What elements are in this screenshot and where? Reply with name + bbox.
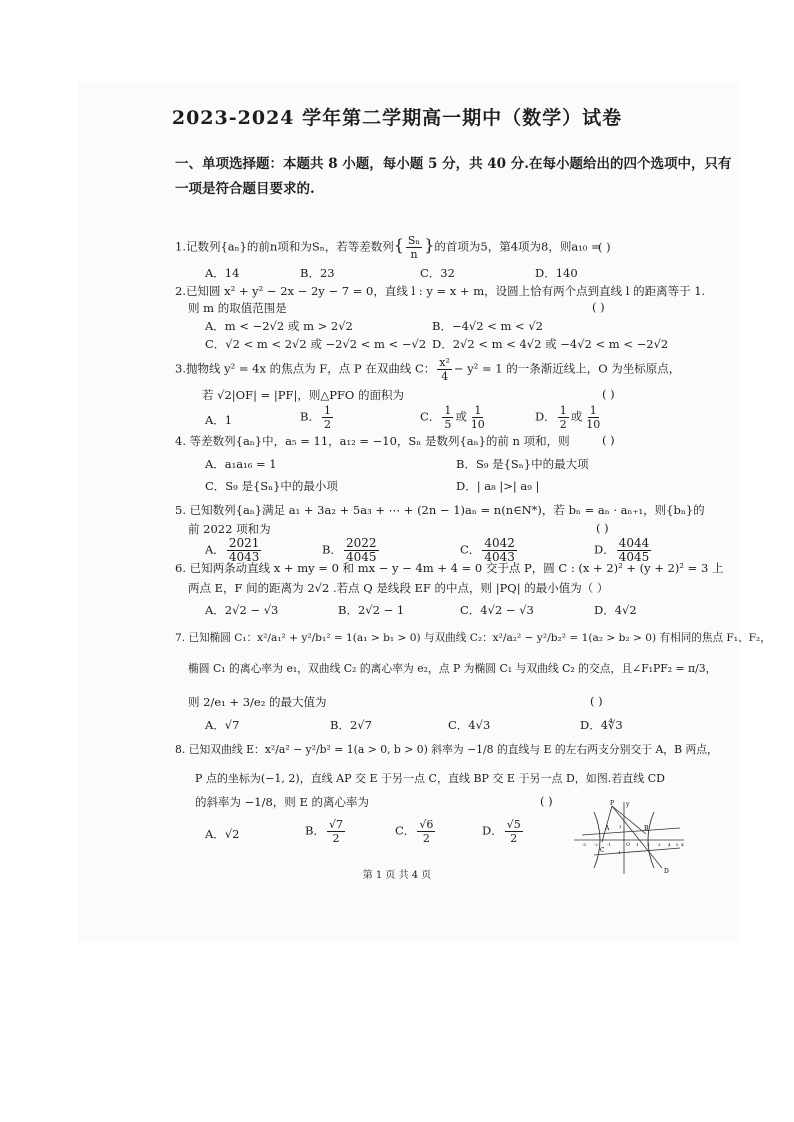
figure-tick-neg3: -3 bbox=[582, 842, 586, 847]
q8-answer-paren: ( ) bbox=[540, 794, 553, 808]
q5-answer-paren: ( ) bbox=[596, 521, 609, 535]
q8-option-d: D． $\frac{√5}{2}$ bbox=[482, 818, 521, 845]
figure-tick-neg1: -1 bbox=[607, 842, 611, 847]
q1-option-a: A．14 bbox=[205, 266, 240, 280]
q5-option-b: B． $\frac{2022}{4045}$ bbox=[322, 536, 377, 564]
question-1: 1.记数列{aₙ}的前n项和为Sₙ，若等差数列{ $\frac{\text{Sₙ}}{n}$ }的首项为5，第4项为8，则a₁₀ = bbox=[175, 234, 601, 261]
q1-option-b: B．23 bbox=[300, 266, 335, 280]
figure-label-y: y bbox=[626, 801, 630, 808]
figure-label-x: x bbox=[681, 842, 684, 848]
q1-fraction: $\frac{\text{Sₙ}}{n}$ bbox=[407, 234, 421, 261]
q5-option-a: A． $\frac{2021}{4043}$ bbox=[205, 536, 260, 564]
q7-answer-paren: ( ) bbox=[590, 694, 603, 708]
figure-tick-2: 2 bbox=[647, 842, 650, 847]
figure-tick-4: 4 bbox=[668, 842, 671, 847]
figure-tick-y1: 1 bbox=[619, 824, 622, 829]
q7-option-c: C．4√3 bbox=[448, 718, 491, 732]
figure-line-ap bbox=[602, 806, 612, 842]
q5-stem-2: 前 2022 项和为 bbox=[188, 522, 271, 536]
q3-stem-2: 若 √2|OF| = |PF|，则△PFO 的面积为 bbox=[202, 388, 405, 402]
figure-line-pb bbox=[612, 806, 646, 834]
figure-label-b: B bbox=[644, 825, 649, 832]
q8-option-a: A．√2 bbox=[205, 827, 240, 841]
q2-option-c: C．√2 < m < 2√2 或 −2√2 < m < −√2 bbox=[205, 337, 427, 351]
question-7: 7. 已知椭圆 C₁：x²/a₁² + y²/b₁² = 1(a₁ > b₁ > 0) 与双曲线 C₂：x²/a₂² − y²/b₂² = 1(a₂ > b₂ > 0) 有相同的焦点 F₁、F₂， bbox=[175, 632, 771, 644]
figure-label-o: O bbox=[626, 842, 631, 848]
q7-option-a: A．√7 bbox=[205, 718, 240, 732]
question-3 bbox=[175, 356, 680, 383]
q5-option-d: D． $\frac{4044}{4045}$ bbox=[594, 536, 650, 564]
q8-stem-2: P 点的坐标为(−1, 2)，直线 AP 交 E 于另一点 C，直线 BP 交 E 于另一点 D，如图.若直线 CD bbox=[195, 772, 666, 785]
q7-option-d: D．4∜3 bbox=[580, 718, 623, 732]
page-footer: 第 1 页 共 4 页 bbox=[362, 870, 432, 881]
q7-stem-3: 则 2/e₁ + 3/e₂ 的最大值为 bbox=[188, 695, 327, 709]
figure-tick-5: 5 bbox=[676, 842, 679, 847]
figure-tick-1: 1 bbox=[636, 842, 639, 847]
q1-answer-paren: ( ) bbox=[598, 240, 611, 254]
figure-tick-neg2: -2 bbox=[594, 842, 598, 847]
figure-line-cd bbox=[594, 848, 680, 855]
q2-stem-2: 则 m 的取值范围是 bbox=[188, 301, 287, 315]
q1-stem-a: 1.记数列{aₙ}的前n项和为Sₙ，若等差数列 bbox=[175, 239, 394, 254]
q7-option-b: B．2√7 bbox=[330, 718, 372, 732]
q3-stem-b: − y² = 1 的一条渐近线上，O 为坐标原点， bbox=[453, 361, 681, 376]
q6-stem-2: 两点 E，F 间的距离为 2√2 .若点 Q 是线段 EF 的中点，则 |PQ| 的最小值为（ ） bbox=[188, 581, 609, 595]
question-5: 5. 已知数列{aₙ}满足 a₁ + 3a₂ + 5a₃ + ⋯ + (2n − 1)aₙ = n(n∈N*)，若 bₙ = aₙ · aₙ₊₁，则{bₙ}的 bbox=[175, 503, 705, 517]
q8-stem-3: 的斜率为 −1/8，则 E 的离心率为 bbox=[195, 795, 370, 809]
q8-option-c: C． $\frac{√6}{2}$ bbox=[395, 818, 434, 845]
figure-label-p: P bbox=[610, 800, 615, 807]
q3-option-c: C． $\frac{1}{5}$ 或 $\frac{1}{10}$ bbox=[420, 404, 485, 431]
q3-option-a: A．1 bbox=[205, 413, 233, 427]
q7-stem-2: 椭圆 C₁ 的离心率为 e₁，双曲线 C₂ 的离心率为 e₂，点 P 为椭圆 C₁ 与双曲线 C₂ 的交点，且∠F₁PF₂ = π/3， bbox=[188, 662, 717, 675]
q4-option-c: C．S₉ 是{Sₙ}中的最小项 bbox=[205, 479, 338, 493]
figure-line-bp bbox=[612, 806, 662, 868]
q5-option-c: C． $\frac{4042}{4043}$ bbox=[460, 536, 515, 564]
q4-option-d: D．| a₈ |>| a₉ | bbox=[456, 479, 540, 493]
figure-label-a: A bbox=[605, 825, 610, 832]
q8-option-b: B． $\frac{√7}{2}$ bbox=[305, 818, 343, 845]
question-4: 4. 等差数列{aₙ}中，a₅ = 11，a₁₂ = −10，Sₙ 是数列{aₙ}的前 n 项和，则 bbox=[175, 434, 570, 448]
q2-option-d: D．2√2 < m < 4√2 或 −4√2 < m < −2√2 bbox=[432, 337, 669, 351]
q1-option-c: C．32 bbox=[420, 266, 455, 280]
question-2: 2.已知圆 x² + y² − 2x − 2y − 7 = 0，直线 l : y = x + m，设圆上恰有两个点到直线 l 的距离等于 1. bbox=[175, 284, 706, 298]
q4-option-b: B．S₉ 是{Sₙ}中的最大项 bbox=[456, 457, 589, 471]
question-6: 6. 已知两条动直线 x + my = 0 和 mx − y − 4m + 4 = 0 交于点 P，圆 C : (x + 2)² + (y + 2)² = 3 上 bbox=[175, 561, 724, 575]
hyperbola-figure bbox=[572, 800, 688, 876]
q3-option-b: B． $\frac{1}{2}$ bbox=[300, 404, 331, 431]
figure-tick-3: 3 bbox=[658, 842, 661, 847]
q3-fraction: $\frac{\text{x²}}{4}$ bbox=[439, 356, 450, 383]
q2-option-a: A．m < −2√2 或 m > 2√2 bbox=[205, 319, 353, 333]
q3-option-d: D． $\frac{1}{2}$ 或 $\frac{1}{10}$ bbox=[535, 404, 601, 431]
q3-stem-a: 3.抛物线 y² = 4x 的焦点为 F，点 P 在双曲线 C： bbox=[175, 361, 436, 376]
exam-title: 2023-2024 学年第二学期高一期中（数学）试卷 bbox=[171, 107, 623, 129]
q6-option-a: A．2√2 − √3 bbox=[205, 603, 279, 617]
figure-label-c: C bbox=[600, 847, 605, 854]
figure-tick-yneg1: -1 bbox=[617, 850, 621, 855]
q4-option-a: A．a₁a₁₆ = 1 bbox=[205, 457, 277, 471]
q3-answer-paren: ( ) bbox=[602, 387, 615, 401]
q6-option-d: D．4√2 bbox=[594, 603, 637, 617]
q1-stem-b: 的首项为5，第4项为8，则a₁₀ = bbox=[434, 239, 601, 254]
q6-option-c: C．4√2 − √3 bbox=[460, 603, 534, 617]
q1-option-d: D．140 bbox=[535, 266, 578, 280]
q4-answer-paren: ( ) bbox=[602, 433, 615, 447]
section-heading: 一、单项选择题：本题共 8 小题，每小题 5 分，共 40 分.在每小题给出的四个选项中，只有一项是符合题目要求的. bbox=[175, 156, 732, 197]
q6-option-b: B．2√2 − 1 bbox=[338, 603, 405, 617]
q2-option-b: B．−4√2 < m < √2 bbox=[432, 319, 543, 333]
question-8: 8. 已知双曲线 E：x²/a² − y²/b² = 1(a > 0, b > 0) 斜率为 −1/8 的直线与 E 的左右两支分别交于 A，B 两点， bbox=[175, 743, 718, 756]
figure-label-d: D bbox=[664, 868, 669, 875]
q2-answer-paren: ( ) bbox=[592, 300, 605, 314]
